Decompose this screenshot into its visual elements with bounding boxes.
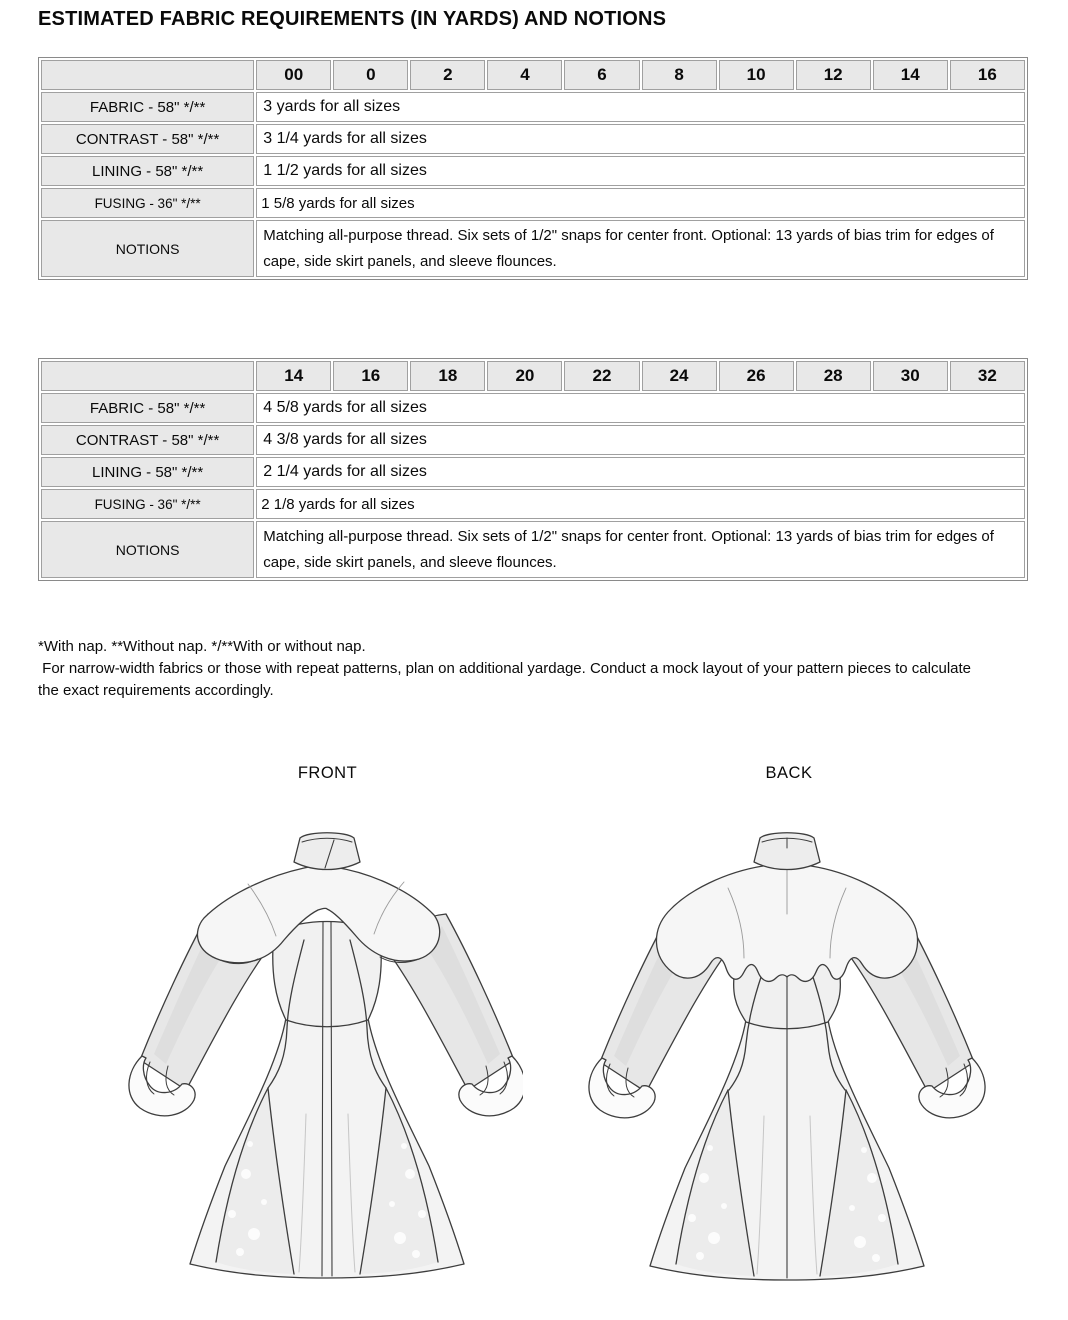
fabric-requirements-table-sizes-14-32 [38, 358, 1028, 581]
table-row [41, 92, 1025, 122]
size-header-cell: 2 [410, 60, 485, 90]
size-header-cell: 16 [333, 361, 408, 391]
size-header-cell: 14 [256, 361, 331, 391]
spec-value-notions: Matching all-purpose thread. Six sets of 1/2" snaps for center front. Optional: 13 yards of bias trim for edges of cape, side skirt panels, and sleeve flounces. [256, 521, 1025, 578]
footnote-yardage-note: For narrow-width fabrics or those with repeat patterns, plan on additional yardage. Conduct a mock layout of your pattern pieces to calculate the exact requirements accordingly. [38, 659, 976, 699]
size-header-cell: 10 [719, 60, 794, 90]
spec-value-fusing: 1 5/8 yards for all sizes [256, 188, 1025, 218]
table-row [41, 188, 1025, 218]
spec-value-contrast: 4 3/8 yards for all sizes [256, 425, 1025, 455]
size-header-cell: 4 [487, 60, 562, 90]
spec-label-fusing: FUSING - 36" */** [41, 188, 254, 218]
size-header-cell: 24 [642, 361, 717, 391]
size-header-cell: 32 [950, 361, 1025, 391]
spec-value-lining: 1 1/2 yards for all sizes [256, 156, 1025, 186]
spec-label-contrast: CONTRAST - 58" */** [41, 425, 254, 455]
size-header-cell: 14 [873, 60, 948, 90]
spec-label-fusing: FUSING - 36" */** [41, 489, 254, 519]
front-skirt [190, 1018, 464, 1278]
spec-label-lining: LINING - 58" */** [41, 156, 254, 186]
size-header-cell: 8 [642, 60, 717, 90]
size-header-cell: 6 [564, 60, 639, 90]
fabric-requirements-table-sizes-00-16 [38, 57, 1028, 280]
corner-cell [41, 361, 254, 391]
size-header-cell: 18 [410, 361, 485, 391]
size-header-cell: 30 [873, 361, 948, 391]
back-capelet [656, 863, 917, 981]
spec-label-notions: NOTIONS [41, 220, 254, 277]
front-view-label: FRONT [297, 764, 358, 782]
size-header-cell: 12 [796, 60, 871, 90]
spec-value-fabric: 3 yards for all sizes [256, 92, 1025, 122]
spec-value-fabric: 4 5/8 yards for all sizes [256, 393, 1025, 423]
table-row [41, 220, 1025, 277]
spec-value-lining: 2 1/4 yards for all sizes [256, 457, 1025, 487]
size-header-cell: 22 [564, 361, 639, 391]
table-row [41, 124, 1025, 154]
table-row [41, 156, 1025, 186]
size-header-cell: 16 [950, 60, 1025, 90]
page-title: ESTIMATED FABRIC REQUIREMENTS (IN YARDS) AND NOTIONS [38, 8, 667, 30]
dress-front-illustration [128, 814, 523, 1284]
size-header-cell: 0 [333, 60, 408, 90]
table-row [41, 521, 1025, 578]
size-header-row [41, 361, 1025, 391]
front-collar [294, 833, 360, 870]
footnotes [38, 636, 990, 701]
spec-label-notions: NOTIONS [41, 521, 254, 578]
spec-label-fabric: FABRIC - 58" */** [41, 92, 254, 122]
size-header-cell: 00 [256, 60, 331, 90]
back-collar [754, 833, 820, 870]
back-view-label: BACK [765, 764, 813, 782]
footnote-nap-key: *With nap. **Without nap. */**With or without nap. [38, 638, 366, 655]
dress-back-illustration [588, 814, 986, 1284]
spec-value-contrast: 3 1/4 yards for all sizes [256, 124, 1025, 154]
size-header-cell: 20 [487, 361, 562, 391]
spec-label-lining: LINING - 58" */** [41, 457, 254, 487]
table-row [41, 489, 1025, 519]
size-header-cell: 28 [796, 361, 871, 391]
table-row [41, 393, 1025, 423]
table-row [41, 457, 1025, 487]
table-row [41, 425, 1025, 455]
size-header-row [41, 60, 1025, 90]
spec-label-contrast: CONTRAST - 58" */** [41, 124, 254, 154]
corner-cell [41, 60, 254, 90]
spec-value-notions: Matching all-purpose thread. Six sets of 1/2" snaps for center front. Optional: 13 yards of bias trim for edges of cape, side skirt panels, and sleeve flounces. [256, 220, 1025, 277]
spec-value-fusing: 2 1/8 yards for all sizes [256, 489, 1025, 519]
size-header-cell: 26 [719, 361, 794, 391]
spec-label-fabric: FABRIC - 58" */** [41, 393, 254, 423]
